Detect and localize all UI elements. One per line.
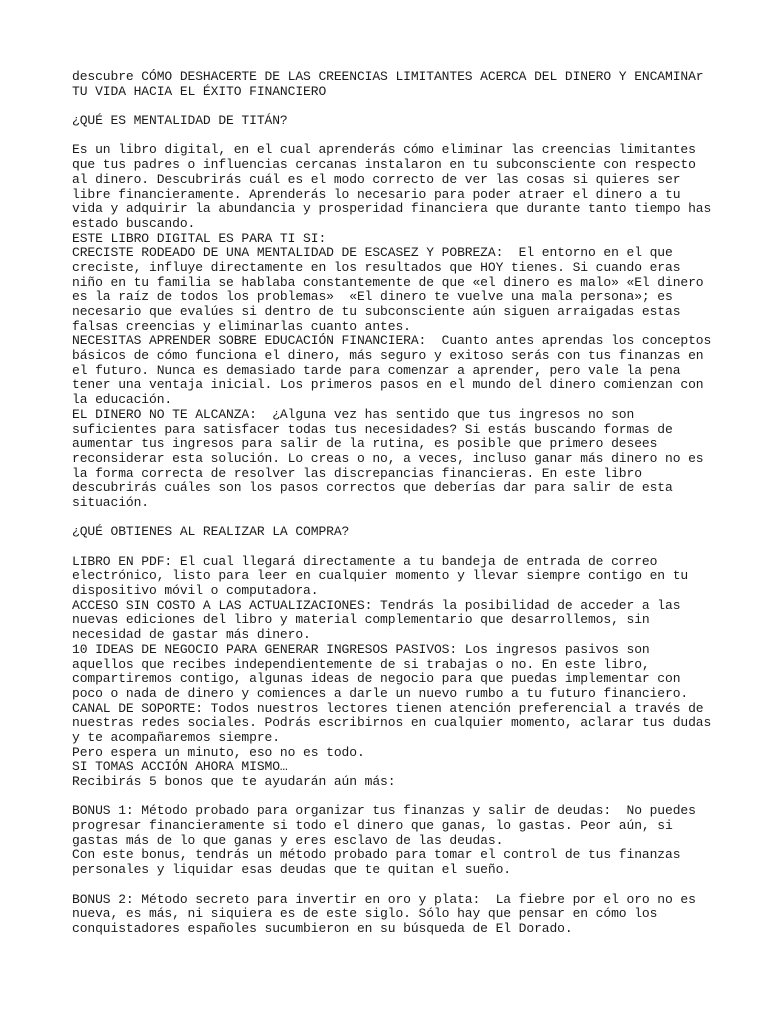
text-line: CRECISTE RODEADO DE UNA MENTALIDAD DE ESCASEZ Y POBREZA: El entorno en el que <box>72 245 673 261</box>
text-line: 10 IDEAS DE NEGOCIO PARA GENERAR INGRESOS PASIVOS: Los ingresos pasivos son <box>72 641 650 657</box>
text-line: nuestras redes sociales. Podrás escribirnos en cualquier momento, aclarar tus dudas <box>72 715 712 731</box>
text-line: dispositivo móvil o computadora. <box>72 583 319 599</box>
text-line: Con este bonus, tendrás un método probado para tomar el control de tus finanzas <box>72 847 681 863</box>
text-line: descubrirás cuáles son los pasos correctos que deberías dar para salir de esta <box>72 480 673 496</box>
text-line: la educación. <box>72 392 173 408</box>
text-line: SI TOMAS ACCIÓN AHORA MISMO… <box>72 759 288 775</box>
text-line: EL DINERO NO TE ALCANZA: ¿Alguna vez has sentido que tus ingresos no son <box>72 406 635 422</box>
text-line: conquistadores españoles sucumbieron en su búsqueda de El Dorado. <box>72 920 573 936</box>
text-line: es la raíz de todos los problemas» «El dinero te vuelve una mala persona»; es <box>72 289 673 305</box>
text-line: reconsiderar esta solución. Lo creas o no, a veces, incluso ganar más dinero no es <box>72 450 704 466</box>
text-line: tener una ventaja inicial. Los primeros pasos en el mundo del dinero comienzan con <box>72 377 704 393</box>
text-line: TU VIDA HACIA EL ÉXITO FINANCIERO <box>72 83 327 99</box>
text-line: Es un libro digital, en el cual aprenderás cómo eliminar las creencias limitantes <box>72 142 696 158</box>
blank-line <box>72 129 732 144</box>
text-line: libre financieramente. Aprenderás lo necesario para poder atraer el dinero a tu <box>72 186 681 202</box>
blank-line <box>72 878 732 893</box>
text-line: NECESITAS APRENDER SOBRE EDUCACIÓN FINANCIERA: Cuanto antes aprendas los conceptos <box>72 333 712 349</box>
document-body <box>72 70 732 937</box>
text-line: ACCESO SIN COSTO A LAS ACTUALIZACIONES: Tendrás la posibilidad de acceder a las <box>72 597 681 613</box>
text-line: nueva, es más, ni siquiera es de este siglo. Sólo hay que pensar en cómo los <box>72 906 658 922</box>
text-line: y te acompañaremos siempre. <box>72 729 280 745</box>
text-line: Recibirás 5 bonos que te ayudarán aún más: <box>72 774 396 789</box>
text-line: al dinero. Descubrirás cuál es el modo correcto de ver las cosas si quieres ser <box>72 171 681 187</box>
text-line: básicos de cómo funciona el dinero, más seguro y exitoso serás con tus finanzas en <box>72 348 704 364</box>
text-line: gastas más de lo que ganas y eres esclavo de las deudas. <box>72 832 504 848</box>
text-line: ¿QUÉ ES MENTALIDAD DE TITÁN? <box>72 113 288 129</box>
text-line: aumentar tus ingresos para salir de la rutina, es posible que primero desees <box>72 436 658 452</box>
blank-line <box>72 540 732 555</box>
text-line: LIBRO EN PDF: El cual llegará directamente a tu bandeja de entrada de correo <box>72 553 658 569</box>
text-line: electrónico, listo para leer en cualquier momento y llevar siempre contigo en tu <box>72 568 689 584</box>
text-line: BONUS 1: Método probado para organizar tus finanzas y salir de deudas: No puedes <box>72 803 696 819</box>
text-line: suficientes para satisfacer todas tus necesidades? Si estás buscando formas de <box>72 421 673 437</box>
text-line: ESTE LIBRO DIGITAL ES PARA TI SI: <box>72 230 327 246</box>
text-line: ¿QUÉ OBTIENES AL REALIZAR LA COMPRA? <box>72 524 350 540</box>
text-line: descubre CÓMO DESHACERTE DE LAS CREENCIAS LIMITANTES ACERCA DEL DINERO Y ENCAMINAr <box>72 69 704 84</box>
text-line: Pero espera un minuto, eso no es todo. <box>72 744 365 760</box>
text-line: progresar financieramente si todo el dinero que ganas, lo gastas. Peor aún, si <box>72 818 673 834</box>
blank-line <box>72 511 732 526</box>
text-line: CANAL DE SOPORTE: Todos nuestros lectores tienen atención preferencial a través de <box>72 700 704 716</box>
text-line: necesidad de gastar más dinero. <box>72 627 311 643</box>
text-line: creciste, influye directamente en los resultados que HOY tienes. Si cuando eras <box>72 259 681 275</box>
text-line: la forma correcta de resolver las discrepancias financieras. En este libro <box>72 465 642 481</box>
text-line: BONUS 2: Método secreto para invertir en oro y plata: La fiebre por el oro no es <box>72 891 696 907</box>
text-line: personales y liquidar esas deudas que te quitan el sueño. <box>72 862 511 878</box>
text-line: falsas creencias y eliminarlas cuanto antes. <box>72 318 411 334</box>
blank-line <box>72 99 732 114</box>
text-line: vida y adquirir la abundancia y prosperidad financiera que durante tanto tiempo has <box>72 201 712 217</box>
text-line: aquellos que recibes independientemente de si trabajas o no. En este libro, <box>72 656 650 672</box>
text-line: que tus padres o influencias cercanas instalaron en tu subconsciente con respecto <box>72 157 696 173</box>
blank-line <box>72 790 732 805</box>
text-line: niño en tu familia se hablaba constantemente de que «el dinero es malo» «El dinero <box>72 274 704 290</box>
text-line: necesario que evalúes si dentro de tu subconsciente aún siguen arraigadas estas <box>72 304 681 319</box>
text-line: nuevas ediciones del libro y material complementario que desarrollemos, sin <box>72 612 650 628</box>
text-line: el futuro. Nunca es demasiado tarde para comenzar a aprender, pero vale la pena <box>72 362 681 378</box>
text-line: estado buscando. <box>72 215 196 231</box>
text-line: situación. <box>72 494 150 510</box>
text-line: compartiremos contigo, algunas ideas de negocio para que puedas implementar con <box>72 671 681 687</box>
text-line: poco o nada de dinero y comiences a darle un nuevo rumbo a tu futuro financiero. <box>72 685 689 701</box>
